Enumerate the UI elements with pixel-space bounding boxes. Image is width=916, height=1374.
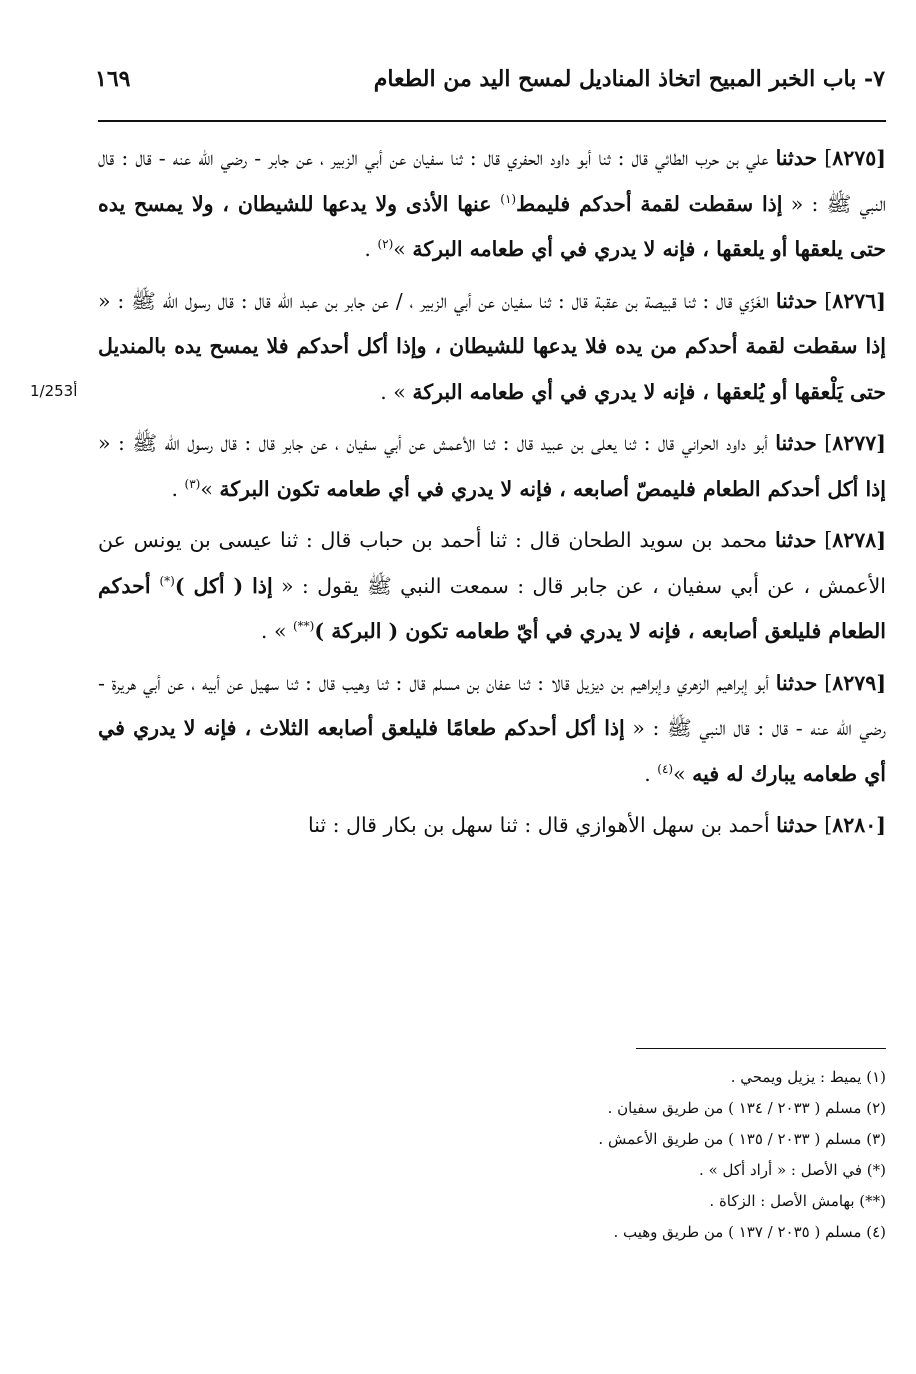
isnad: محمد بن سويد الطحان قال : ثنا أحمد بن حباب قال : ثنا عيسى بن يونس عن الأعمش ، عن أبي سفيان ، عن جابر قال : سمعت النبي ﷺ يقول : «: [98, 528, 887, 598]
period: .: [171, 476, 185, 501]
matn: إذا سقطت لقمة أحدكم فليمط: [516, 191, 783, 216]
hadith-8280: [٨٢٨٠] حدثنا أحمد بن سهل الأهوازي قال : ثنا سهل بن بكار قال : ثنا: [307, 813, 886, 837]
footnote: (٢) مسلم ( ٢٠٣٣ / ١٣٤ ) من طريق سفيان .: [607, 1099, 886, 1117]
hadith-keyword: حدثنا: [775, 431, 817, 455]
hadith-8278: [٨٢٧٨] حدثنا محمد بن سويد الطحان قال : ثنا أحمد بن حباب قال : ثنا عيسى بن يونس عن الأعمش ، عن أبي سفيان ، عن جابر قال : سمعت النبي ﷺ يقول : « إذا ( أكل )(*) أحدكم الطعام فليلعق أصابعه ، فإنه لا يدري في أيّ طعامه تكون ( البركة )(**) » .: [98, 528, 887, 643]
footnote-ref: (٣): [184, 476, 201, 491]
matn: إذا أكل أحدكم الطعام فليمصّ أصابعه ، فإنه لا يدري في أي طعامه تكون البركة: [219, 476, 886, 501]
isnad: أحمد بن سهل الأهوازي قال : ثنا سهل بن بكار قال : ثنا: [307, 813, 777, 837]
quote-close: » .: [260, 619, 293, 643]
page-header: [95, 58, 885, 104]
hadith-number: [٨٢٧٨: [832, 528, 887, 552]
isnad: أبو إبراهيم الزهري وإبراهيم بن ديزيل قالا : ثنا عفان بن مسلم قال : ثنا وهيب قال : ثنا سهيل عن أبيه ، عن أبي هريرة - رضي الله عنه - قال : قال النبي ﷺ : «: [98, 670, 887, 740]
manuscript-folio-note: 1/253أ: [30, 382, 78, 400]
hadith-keyword: حدثنا: [775, 288, 818, 313]
hadith-8275: [٨٢٧٥] حدثنا علي بن حرب الطائي قال : ثنا أبو داود الحفري قال : ثنا سفيان عن أبي الزبير ، عن جابر - رضي الله عنه - قال : قال النبي ﷺ : « إذا سقطت لقمة أحدكم فليمط$^{(١)}$ عنها الأذى ولا يدعها للشيطان ، ولا يمسح يده حتى يلعقها أو يلعقها ، فإنه لا يدري في أي طعامه البركة »$^{(٢)}$ .: [98, 146, 886, 261]
footnotes: [98, 1062, 886, 1248]
page-number: ١٦٩: [95, 66, 131, 92]
quote-close: »: [673, 761, 693, 786]
isnad: الغَزّي قال : ثنا قبيصة بن عقبة قال : ثنا سفيان عن أبي الزبير ، / عن جابر بن عبد الله قال : قال رسول الله ﷺ : «: [98, 288, 776, 313]
footnote-ref: (*): [159, 573, 175, 588]
footnote-ref: (٢): [377, 237, 394, 252]
matn-continued: أحدكم الطعام فليلعق أصابعه ، فإنه لا يدري في أيّ طعامه تكون ( البركة ): [98, 573, 886, 643]
period: .: [364, 237, 378, 261]
hadith-keyword: حدثنا: [776, 813, 818, 837]
period: .: [644, 761, 658, 786]
footnote: (٣) مسلم ( ٢٠٣٣ / ١٣٥ ) من طريق الأعمش .: [598, 1130, 886, 1148]
matn: إذا ( أكل ): [174, 573, 273, 598]
footnote-ref: (١): [500, 191, 517, 206]
hadith-keyword: حدثنا: [774, 528, 817, 552]
footnote: (٤) مسلم ( ٢٠٣٥ / ١٣٧ ) من طريق وهيب .: [613, 1223, 886, 1241]
hadith-8276: [٨٢٧٦] حدثنا الغَزّي قال : ثنا قبيصة بن عقبة قال : ثنا سفيان عن أبي الزبير ، / عن جابر بن عبد الله قال : قال رسول الله ﷺ : « إذا سقطت لقمة أحدكم من يده فلا يدعها للشيطان ، وإذا أكل أحدكم فلا يمسح يده بالمنديل حتى يَلْعقها أو يُلعقها ، فإنه لا يدري في أي طعامه البركة » .: [98, 288, 886, 404]
chapter-title: ٧- باب الخبر المبيح اتخاذ المناديل لمسح اليد من الطعام: [373, 66, 885, 92]
hadith-number: [٨٢٨٠: [832, 813, 886, 837]
isnad: علي بن حرب الطائي قال : ثنا أبو داود الحفري قال : ثنا سفيان عن أبي الزبير ، عن جابر - رضي الله عنه - قال : قال النبي ﷺ : «: [98, 146, 886, 216]
matn: إذا سقطت لقمة أحدكم من يده فلا يدعها للشيطان ، وإذا أكل أحدكم فلا يمسح يده بالمنديل حتى يَلْعقها أو يُلعقها ، فإنه لا يدري في أي طعامه البركة: [98, 334, 886, 404]
hadith-8277: [٨٢٧٧] حدثنا أبو داود الحراني قال : ثنا يعلى بن عبيد قال : ثنا الأعمش عن أبي سفيان ، عن جابر قال : قال رسول الله ﷺ : « إذا أكل أحدكم الطعام فليمصّ أصابعه ، فإنه لا يدري في أي طعامه تكون البركة »$^{(٣)}$ .: [98, 431, 886, 501]
quote-close: » .: [380, 379, 413, 404]
footnote: (*) في الأصل : « أراد أكل » .: [699, 1161, 886, 1179]
footnote-ref: (**): [293, 619, 315, 634]
isnad: أبو داود الحراني قال : ثنا يعلى بن عبيد قال : ثنا الأعمش عن أبي سفيان ، عن جابر قال : قال رسول الله ﷺ : «: [98, 431, 776, 455]
main-text: [98, 136, 886, 855]
quote-close: »: [393, 237, 413, 261]
footnote: (١) يميط : يزيل ويمحي .: [730, 1068, 886, 1086]
footnote-separator: [636, 1048, 886, 1049]
quote-close: »: [200, 476, 220, 501]
footnote-ref: (٤): [657, 761, 674, 776]
hadith-8279: [٨٢٧٩] حدثنا أبو إبراهيم الزهري وإبراهيم بن ديزيل قالا : ثنا عفان بن مسلم قال : ثنا وهيب قال : ثنا سهيل عن أبيه ، عن أبي هريرة - رضي الله عنه - قال : قال النبي ﷺ : « إذا أكل أحدكم طعامًا فليلعق أصابعه الثلاث ، فإنه لا يدري في أي طعامه يبارك له فيه »$^{(٤)}$ .: [98, 670, 887, 786]
footnote: (**) بهامش الأصل : الزكاة .: [709, 1192, 886, 1210]
hadith-number: [٨٢٧٩: [832, 670, 887, 695]
matn: إذا أكل أحدكم طعامًا فليلعق أصابعه الثلاث ، فإنه لا يدري في أي طعامه يبارك له فيه: [98, 716, 886, 786]
hadith-number: [٨٢٧٦: [832, 288, 886, 313]
hadith-keyword: حدثنا: [775, 670, 818, 695]
hadith-number: [٨٢٧٥: [832, 146, 886, 170]
hadith-number: [٨٢٧٧: [832, 431, 886, 455]
matn-continued: عنها الأذى ولا يدعها للشيطان ، ولا يمسح يده حتى يلعقها أو يلعقها ، فإنه لا يدري في أي طعامه البركة: [98, 191, 886, 261]
header-rule: [98, 120, 886, 122]
hadith-keyword: حدثنا: [775, 146, 818, 170]
